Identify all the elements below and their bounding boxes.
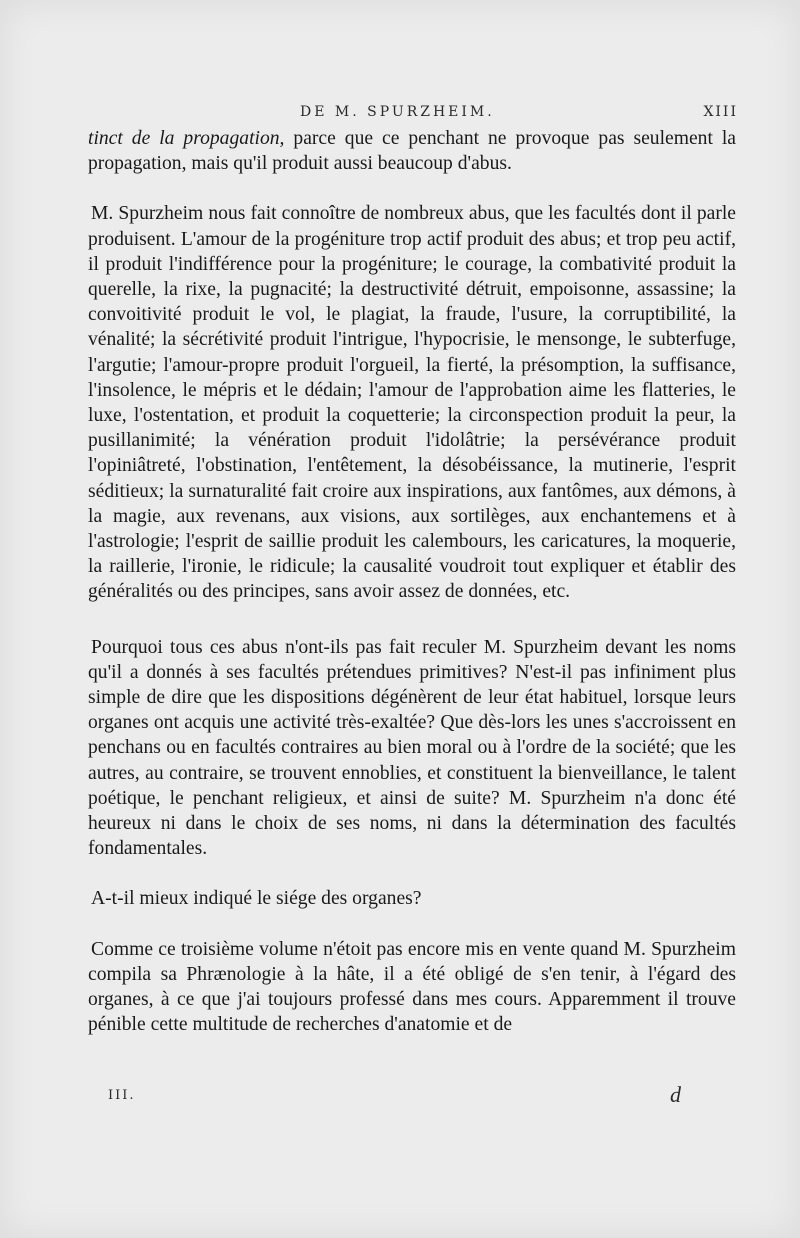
paragraph-1-italic: tinct de la propagation, bbox=[88, 128, 285, 149]
running-head: DE M. SPURZHEIM. bbox=[300, 104, 495, 120]
paragraph-3: Pourquoi tous ces abus n'ont-ils pas fait reculer M. Spurzheim devant les noms qu'il a donnés à ses facultés prétendues primitives? N'est-il pas infiniment plus simple de dire que les dispositions dégénèrent de leur état habituel, lorsque leurs organes ont acquis une activité très-exaltée? Que dès-lors les unes s'accroissent en penchans ou en facultés contraires au bien moral ou à l'ordre de la société; que les autres, au contraire, se trouvent ennoblies, et constituent la bienveillance, le talent poétique, le penchant religieux, et ainsi de suite? M. Spurzheim n'a donc été heureux ni dans le choix de ses noms, ni dans la détermination des facultés fondamentales. bbox=[88, 636, 736, 860]
paragraph-1-rest: parce que ce penchant ne provoque pas seulement la propagation, mais qu'il produit aussi beaucoup d'abus. bbox=[88, 128, 736, 175]
paragraph-1 bbox=[88, 126, 736, 176]
body-text bbox=[88, 126, 736, 1038]
paragraph-4: A-t-il mieux indiqué le siége des organes? bbox=[91, 888, 422, 910]
volume-mark: III. bbox=[108, 1088, 136, 1103]
paragraph-2: M. Spurzheim nous fait connoître de nombreux abus, que les facultés dont il parle produisent. L'amour de la progéniture trop actif produit des abus; et trop peu actif, il produit l'indifférence pour la progéniture; le courage, la combativité produit la querelle, la rixe, la pugnacité; la destructivité détruit, empoisonne, assassine; la convoitivité produit le vol, le plagiat, la fraude, l'usure, la corruptibilité, la vénalité; la sécrétivité produit l'intrigue, l'hypocrisie, le mensonge, le subterfuge, l'argutie; l'amour-propre produit l'orgueil, la fierté, la présomption, la suffisance, l'insolence, le mépris et le dédain; l'amour de l'approbation aime les flatteries, le luxe, l'ostentation, et produit la coquetterie; la circonspection produit la peur, la pusillanimité; la vénération produit l'idolâtrie; la persévérance produit l'opiniâtreté, l'obstination, l'entêtement, la désobéissance, la mutinerie, l'esprit séditieux; la surnaturalité fait croire aux inspirations, aux fantômes, aux démons, à la magie, aux revenans, aux visions, aux sortilèges, aux enchantemens et à l'astrologie; l'esprit de saillie produit les calembours, les caricatures, la moquerie, la raillerie, l'ironie, le ridicule; la causalité voudroit tout expliquer et établir des généralités ou des principes, sans avoir assez de données, etc. bbox=[88, 203, 736, 603]
paragraph-5: Comme ce troisième volume n'étoit pas encore mis en vente quand M. Spurzheim compila sa Phrænologie à la hâte, il a été obligé de s'en tenir, à l'égard des organes, à ce que j'ai toujours professé dans mes cours. Apparemment il trouve pénible cette multitude de recherches d'anatomie et de bbox=[88, 938, 736, 1036]
signature-mark: d bbox=[670, 1082, 681, 1107]
page-number: XIII bbox=[703, 104, 738, 120]
